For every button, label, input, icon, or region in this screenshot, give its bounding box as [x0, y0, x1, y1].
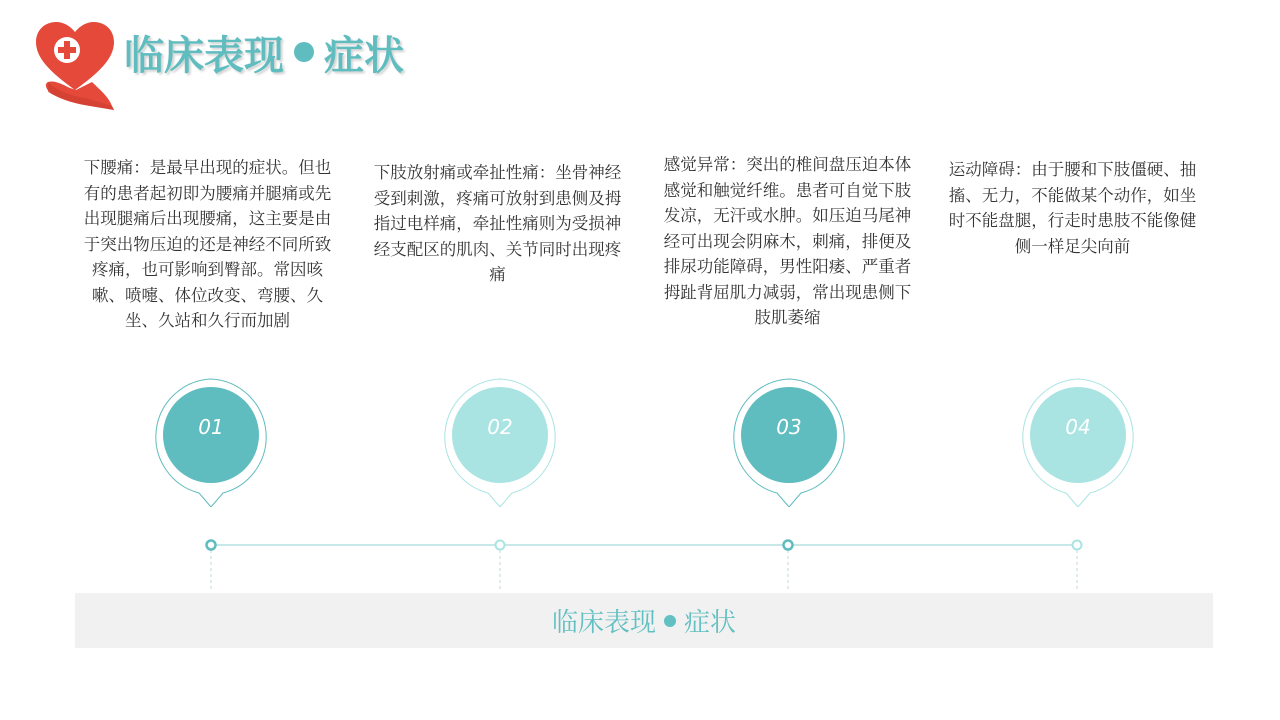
footer-dot: [664, 615, 676, 627]
title-right: 症状: [324, 32, 404, 79]
title-dot: [294, 42, 314, 62]
timeline-node: [496, 541, 505, 550]
timeline-node: [784, 541, 793, 550]
pin-icon: [151, 377, 271, 507]
item-description: 下腰痛：是最早出现的症状。但也有的患者起初即为腰痛并腿痛或先出现腿痛后出现腰痛，这主要是由于突出物压迫的还是神经不同所致疼痛，也可影响到臀部。常因咳嗽、喷嚏、体位改变、弯腰、久坐、久站和久行而加剧: [83, 158, 332, 330]
step-number: 01: [198, 415, 224, 439]
pin-icon: [440, 377, 560, 507]
timeline-node: [1073, 541, 1082, 550]
page-title: [124, 26, 404, 78]
pin-icon: [729, 377, 849, 507]
step-marker: [729, 377, 849, 507]
step-marker: [1018, 377, 1138, 507]
footer-band: [75, 593, 1213, 648]
pin-icon: [1018, 377, 1138, 507]
item-description: 运动障碍：由于腰和下肢僵硬、抽搐、无力，不能做某个动作，如坐时不能盘腿，行走时患肢不能像健侧一样足尖向前: [948, 160, 1197, 256]
timeline-node: [207, 541, 216, 550]
step-number: 04: [1065, 415, 1091, 439]
step-marker: [440, 377, 560, 507]
item-description: 下肢放射痛或牵扯性痛：坐骨神经受到刺激，疼痛可放射到患侧及拇指过电样痛，牵扯性痛则为受损神经支配区的肌肉、关节同时出现疼痛: [373, 163, 622, 284]
item-description: 感觉异常：突出的椎间盘压迫本体感觉和触觉纤维。患者可自觉下肢发凉，无汗或水肿。如压迫马尾神经可出现会阴麻木，刺痛，排便及排尿功能障碍，男性阳痿、严重者拇趾背屈肌力减弱，常出现患侧下肢肌萎缩: [663, 155, 912, 327]
title-left: 临床表现: [124, 32, 284, 79]
timeline: [0, 530, 1280, 600]
step-marker: [151, 377, 271, 507]
footer-title-right: 症状: [684, 608, 737, 638]
step-number: 03: [776, 415, 802, 439]
heart-cross-hand-icon: [30, 20, 120, 112]
step-number: 02: [487, 415, 513, 439]
footer-title-left: 临床表现: [551, 608, 656, 638]
